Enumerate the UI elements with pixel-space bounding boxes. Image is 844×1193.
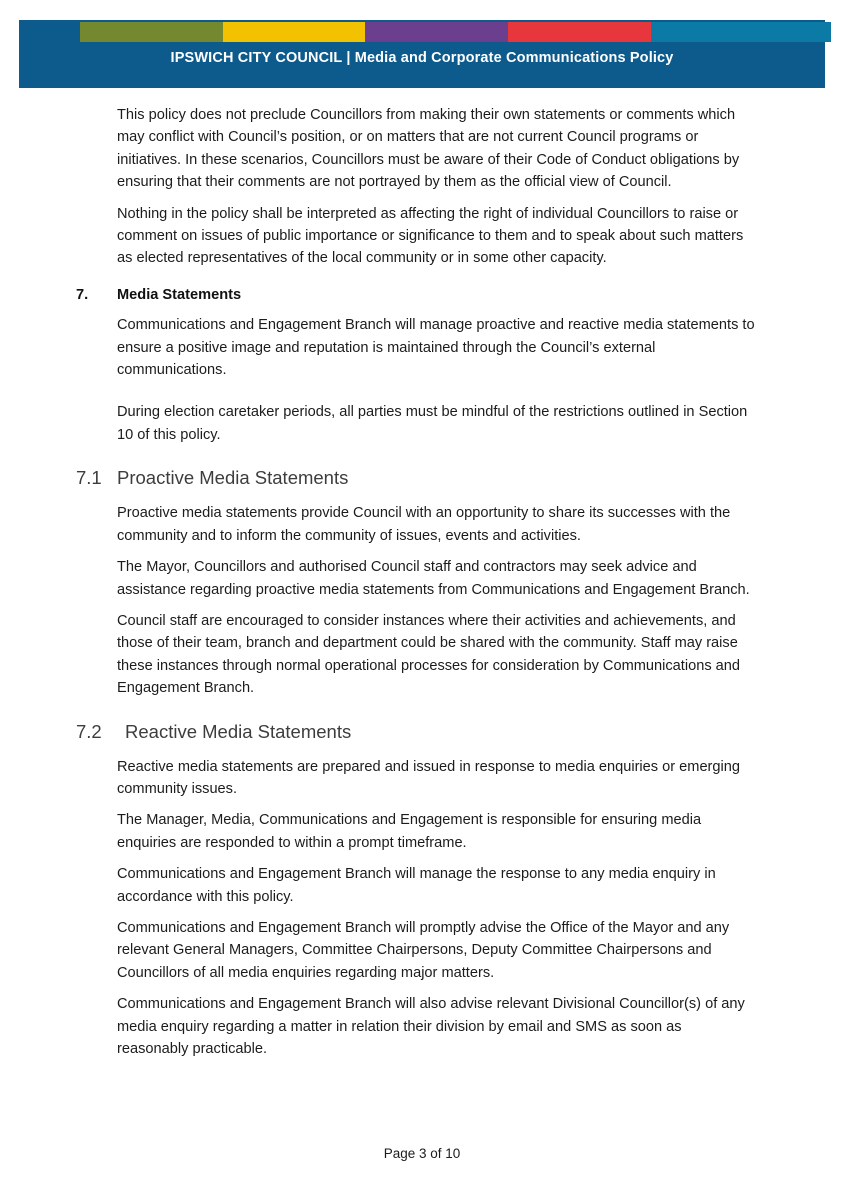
heading-section-7-1 (76, 465, 756, 491)
accent-bar-purple (365, 22, 508, 42)
heading-section-7-title: Media Statements (117, 286, 242, 303)
heading-section-7-1-number: 7.1 (76, 467, 102, 489)
heading-section-7-2-title: Reactive Media Statements (125, 720, 352, 742)
accent-bar-red (508, 22, 651, 42)
header-accent-bar-group (80, 22, 831, 42)
page-header-banner (19, 20, 825, 88)
heading-section-7-1-title: Proactive Media Statements (117, 467, 349, 489)
page-footer: Page 3 of 10 (383, 1146, 461, 1161)
paragraph-7-2-divisional-councillors: Communications and Engagement Branch will also advise relevant Divisional Councillor(s) of any media enquiry regarding a matter in relation their division by email and SMS as soon as reasonably practicable. (117, 996, 745, 1057)
paragraph-7-2-manage-response: Communications and Engagement Branch will manage the response to any media enquiry in accordance with this policy. (117, 866, 716, 905)
accent-bar-olive (80, 22, 223, 42)
heading-section-7-2-number: 7.2 (76, 720, 102, 742)
heading-section-7-number: 7. (76, 286, 89, 303)
paragraph-7-caretaker-periods: During election caretaker periods, all parties must be mindful of the restrictions outlined in Section 10 of this policy. (117, 404, 748, 443)
paragraph-7-1-staff-encouraged: Council staff are encouraged to consider instances where their activities and achievements, and those of their team, branch and department could be shared with the community. Staff may raise these instances through normal operational processes for consideration by Communications and Engagement Branch. (117, 612, 741, 697)
header-title: IPSWICH CITY COUNCIL | Media and Corporate Communications Policy (170, 50, 674, 66)
accent-bar-gold (223, 22, 366, 42)
accent-bar-teal (651, 22, 831, 42)
heading-section-7 (76, 284, 756, 306)
paragraph-7-2-manager-responsible: The Manager, Media, Communications and Engagement is responsible for ensuring media enquiries are responded to within a prompt timeframe. (117, 812, 702, 851)
paragraph-7-1-share-successes: Proactive media statements provide Council with an opportunity to share its successes with the community and to inform the community of issues, events and activities. (117, 505, 731, 544)
heading-section-7-2 (76, 719, 756, 745)
paragraph-policy-not-preclude: This policy does not preclude Councillors from making their own statements or comments which may conflict with Council’s position, or on matters that are not current Council programs or initiatives. In these scenarios, Councillors must be aware of their Code of Conduct obligations by ensuring that their comments are not portrayed by them as the official view of Council. (117, 107, 740, 191)
paragraph-nothing-in-policy: Nothing in the policy shall be interpreted as affecting the right of individual Councillors to raise or comment on issues of public importance or significance to them and to speak about such matters as elected representatives of the local community or in some other capacity. (117, 205, 744, 267)
paragraph-7-manage-statements: Communications and Engagement Branch will manage proactive and reactive media statements to ensure a positive image and reputation is maintained through the Council’s external communications. (117, 317, 755, 379)
paragraph-7-2-promptly-advise: Communications and Engagement Branch will promptly advise the Office of the Mayor and any relevant General Managers, Committee Chairpersons, Deputy Committee Chairpersons and Councillors of all media enquiries regarding major matters. (117, 919, 730, 981)
paragraph-7-1-seek-advice: The Mayor, Councillors and authorised Council staff and contractors may seek advice and assistance regarding proactive media statements from Communications and Engagement Branch. (117, 559, 750, 598)
paragraph-7-2-prepared-issued: Reactive media statements are prepared and issued in response to media enquiries or emerging community issues. (117, 758, 741, 797)
document-body (0, 104, 844, 1069)
